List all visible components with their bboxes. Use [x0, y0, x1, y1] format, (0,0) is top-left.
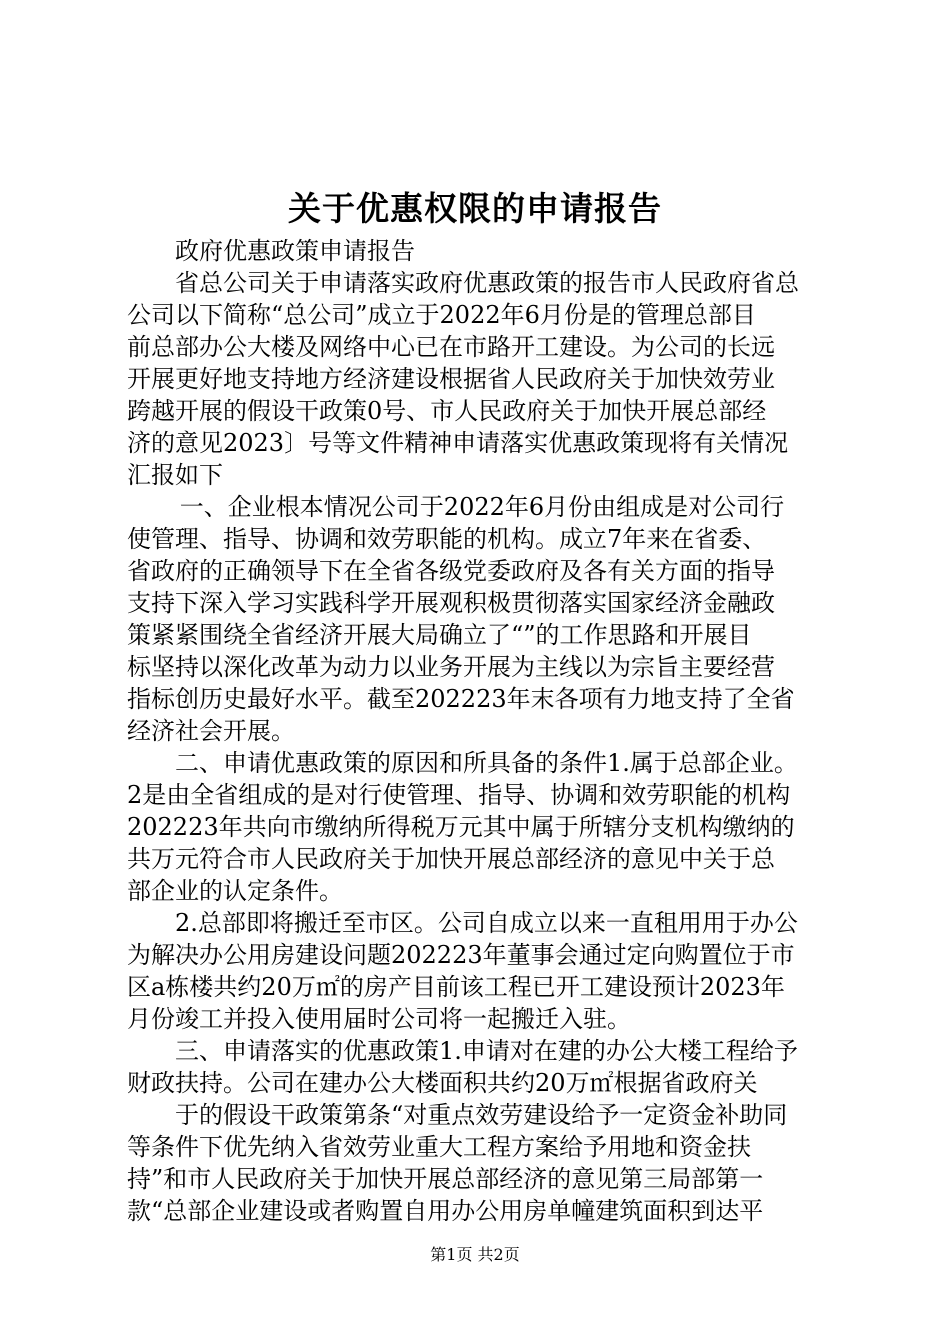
body-text-line: 于的假设干政策第条“对重点效劳建设给予一定资金补助同	[175, 1101, 788, 1129]
body-text-line: 部企业的认定条件。	[127, 877, 343, 905]
body-text-line: 经济社会开展。	[127, 717, 295, 745]
document-body	[127, 235, 837, 1227]
body-text-line: 省政府的正确领导下在全省各级党委政府及各有关方面的指导	[127, 557, 775, 585]
body-text-line: 款“总部企业建设或者购置自用办公用房单幢建筑面积到达平	[127, 1197, 764, 1225]
body-text-line: 一、企业根本情况公司于2022年6月份由组成是对公司行	[179, 493, 785, 521]
body-text-line: 开展更好地支持地方经济建设根据省人民政府关于加快效劳业	[127, 365, 775, 393]
body-text-line: 政府优惠政策申请报告	[175, 237, 415, 265]
body-text-line: 支持下深入学习实践科学开展观积极贯彻落实国家经济金融政	[127, 589, 775, 617]
body-text-line: 持”和市人民政府关于加快开展总部经济的意见第三局部第一	[127, 1165, 764, 1193]
body-text-line: 等条件下优先纳入省效劳业重大工程方案给予用地和资金扶	[127, 1133, 751, 1161]
body-text-line: 为解决办公用房建设问题202223年董事会通过定向购置位于市	[127, 941, 795, 969]
body-text-line: 标坚持以深化改革为动力以业务开展为主线以为宗旨主要经营	[127, 653, 775, 681]
body-text-line: 跨越开展的假设干政策0号、市人民政府关于加快开展总部经	[127, 397, 767, 425]
body-text-line: 区a栋楼共约20万㎡的房产目前该工程已开工建设预计2023年	[127, 973, 785, 1001]
body-text-line: 使管理、指导、协调和效劳职能的机构。成立7年来在省委、	[127, 525, 767, 553]
body-text-line: 省总公司关于申请落实政府优惠政策的报告市人民政府省总	[175, 269, 799, 297]
body-text-line: 财政扶持。公司在建办公大楼面积共约20万㎡根据省政府关	[127, 1069, 758, 1097]
body-text-line: 共万元符合市人民政府关于加快开展总部经济的意见中关于总	[127, 845, 775, 873]
body-text-line: 汇报如下	[127, 461, 223, 489]
body-text-line: 月份竣工并投入使用届时公司将一起搬迁入驻。	[127, 1005, 631, 1033]
body-text-line: 2.总部即将搬迁至市区。公司自成立以来一直租用用于办公	[175, 909, 798, 937]
body-text-line: 指标创历史最好水平。截至202223年末各项有力地支持了全省	[127, 685, 795, 713]
document-title: 关于优惠权限的申请报告	[288, 189, 662, 228]
body-text-line: 济的意见2023〕号等文件精神申请落实优惠政策现将有关情况	[127, 429, 789, 457]
body-text-line: 公司以下简称“总公司”成立于2022年6月份是的管理总部目	[127, 301, 756, 329]
page-footer: 第1页 共2页	[430, 1245, 520, 1264]
body-text-line: 2是由全省组成的是对行使管理、指导、协调和效劳职能的机构	[127, 781, 791, 809]
body-text-line: 202223年共向市缴纳所得税万元其中属于所辖分支机构缴纳的	[127, 813, 795, 841]
body-text-line: 策紧紧围绕全省经济开展大局确立了“”的工作思路和开展目	[127, 621, 752, 649]
body-text-line: 三、申请落实的优惠政策1.申请对在建的办公大楼工程给予	[175, 1037, 798, 1065]
body-text-line: 前总部办公大楼及网络中心已在市路开工建设。为公司的长远	[127, 333, 775, 361]
body-text-line: 二、申请优惠政策的原因和所具备的条件1.属于总部企业。	[175, 749, 798, 777]
